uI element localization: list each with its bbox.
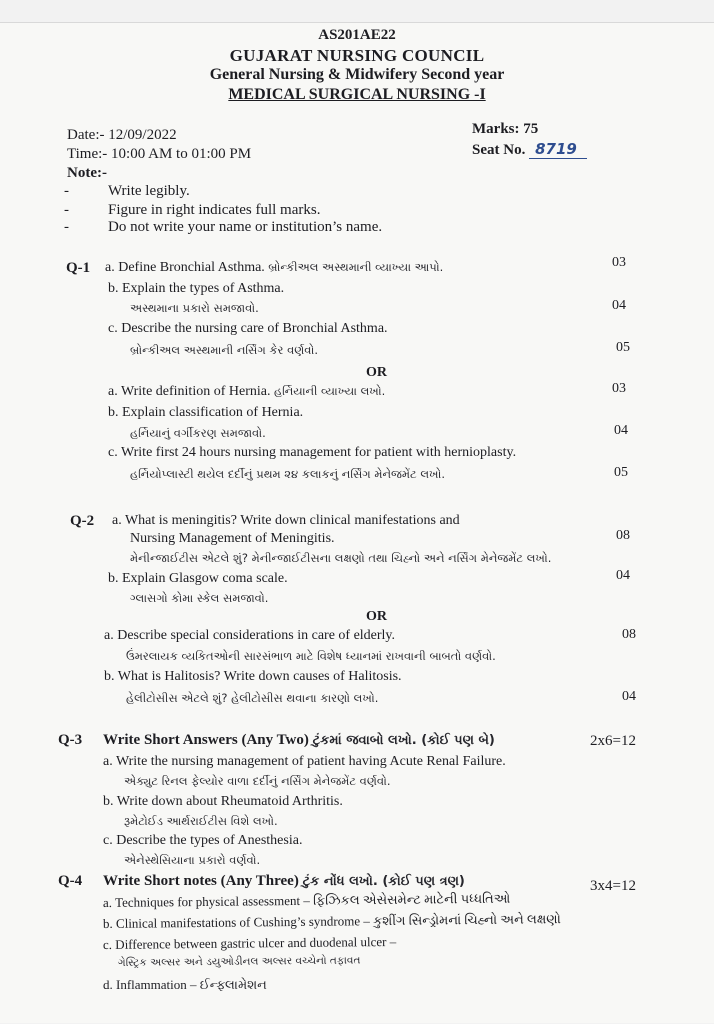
exam-date: Date:- 12/09/2022 (67, 127, 177, 143)
question-label: Q-2 (70, 513, 95, 529)
item-marks: 08 (622, 627, 636, 642)
question-item: c. Describe the nursing care of Bronchial Asthma. (108, 321, 388, 336)
gujarati-translation: બ્રોન્કીઅલ અસ્થમાની નર્સિંગ કેર વર્ણવો. (130, 343, 318, 357)
question-item-continued: Nursing Management of Meningitis. (130, 531, 335, 546)
gujarati-translation: રૂમેટોઈડ આર્થરાઈટીસ વિશે લખો. (124, 814, 278, 828)
seat-value-handwritten: 8719 (529, 140, 587, 159)
item-marks: 03 (612, 381, 626, 396)
total-marks: Marks: 75 (472, 121, 539, 137)
note-item: Do not write your name or institution’s name. (108, 219, 383, 235)
question-label: Q-4 (58, 873, 83, 889)
section-heading: Write Short Answers (Any Two) ટુંકમાં જવાબો લખો. (કોઈ પણ બે) (103, 732, 495, 748)
seat-number (472, 140, 587, 159)
note-bullet: - (64, 202, 69, 218)
subject-title: MEDICAL SURGICAL NURSING -I (228, 86, 486, 103)
short-note-item: c. Difference between gastric ulcer and duodenal ulcer – (102, 933, 397, 952)
section-heading: Write Short notes (Any Three) ટુંક નોંધ લખો. (કોઈ પણ ત્રણ) (103, 873, 465, 889)
item-marks: 04 (614, 423, 628, 438)
note-label: Note:- (67, 165, 107, 181)
gujarati-translation: હેલીટોસીસ એટલે શું? હેલીટોસીસ થવાના કારણો લખો. (126, 691, 379, 705)
item-marks: 05 (614, 465, 628, 480)
question-label: Q-3 (58, 732, 83, 748)
section-marks: 2x6=12 (590, 733, 636, 749)
exam-time: Time:- 10:00 AM to 01:00 PM (67, 146, 252, 162)
council-name: GUJARAT NURSING COUNCIL (229, 46, 485, 65)
gujarati-translation: અસ્થમાના પ્રકારો સમજાવો. (130, 301, 259, 315)
section-marks: 3x4=12 (590, 878, 636, 894)
question-item: a. Write definition of Hernia. હર્નિયાની વ્યાખ્યા લખો. (108, 384, 386, 399)
gujarati-translation: ગેસ્ટ્રિક અલ્સર અને ડયુઓડીનલ અલ્સર વચ્ચેનો તફાવત (117, 954, 361, 969)
short-note-item: d. Inflammation – ઈન્ફ્લામેશન (103, 977, 267, 992)
question-label: Q-1 (66, 260, 91, 276)
item-marks: 04 (612, 298, 626, 313)
gujarati-translation: મેનીન્જાઈટીસ એટલે શું? મેનીન્જાઈટીસના લક્ષણો તથા ચિહ્નો અને નર્સિંગ મેનેજમેંટ લખો. (130, 551, 552, 565)
question-item: b. Explain the types of Asthma. (108, 281, 285, 296)
exam-paper (0, 22, 714, 1023)
note-item: Write legibly. (108, 183, 190, 199)
gujarati-translation: એક્યુટ રિનલ ફેલ્યોર વાળા દર્દીનું નર્સિંગ મેનેજમેંટ વર્ણવો. (124, 774, 391, 788)
gujarati-translation: ઉંમરલાયક વ્યકિતઓની સારસંભાળ માટે વિશેષ ધ્યાનમાં રાખવાની બાબતો વર્ણવો. (126, 649, 496, 663)
item-marks: 04 (616, 568, 630, 583)
question-item: b. Write down about Rheumatoid Arthritis. (103, 794, 343, 809)
question-item: b. Explain Glasgow coma scale. (108, 571, 288, 586)
note-bullet: - (64, 183, 69, 199)
question-item: b. What is Halitosis? Write down causes of Halitosis. (104, 669, 402, 684)
course-name: General Nursing & Midwifery Second year (209, 66, 505, 83)
note-item: Figure in right indicates full marks. (108, 202, 321, 218)
gujarati-translation: હર્નિયોપ્લાસ્ટી થયેલ દર્દીનું પ્રથમ ૨૪ કલાકનું નર્સિંગ મેનેજમેંટ લખો. (130, 467, 446, 481)
item-marks: 05 (616, 340, 630, 355)
gujarati-translation: ગ્લાસગો કોમા સ્કેલ સમજાવો. (130, 591, 269, 605)
question-item: a. What is meningitis? Write down clinical manifestations and (112, 513, 460, 528)
seat-label: Seat No. (472, 142, 526, 158)
note-bullet: - (64, 219, 69, 235)
question-item: b. Explain classification of Hernia. (108, 405, 304, 420)
item-marks: 04 (622, 689, 636, 704)
gujarati-translation: હર્નિયાનું વર્ગીકરણ સમજાવો. (130, 426, 266, 440)
or-separator: OR (366, 365, 387, 380)
question-item: a. Write the nursing management of patient having Acute Renal Failure. (103, 754, 506, 769)
item-marks: 03 (612, 255, 626, 270)
item-marks: 08 (616, 528, 630, 543)
question-item: a. Define Bronchial Asthma. બ્રોન્કીઅલ અસ્થમાની વ્યાખ્યા આપો. (105, 260, 444, 275)
question-item: a. Describe special considerations in care of elderly. (104, 628, 396, 643)
or-separator: OR (366, 609, 387, 624)
short-note-item: a. Techniques for physical assessment – ફિઝિકલ એસેસમેન્ટ માટેની પધ્ધતિઓ (102, 890, 511, 910)
short-note-item: b. Clinical manifestations of Cushing’s syndrome – કુશીંગ સિન્ડ્રોમનાં ચિહ્નો અને લક્ષણો (102, 911, 561, 931)
gujarati-translation: એનેસ્થેસિયાના પ્રકારો વર્ણવો. (124, 853, 261, 867)
question-item: c. Describe the types of Anesthesia. (103, 833, 303, 848)
paper-code: AS201AE22 (318, 27, 396, 43)
question-item: c. Write first 24 hours nursing management for patient with hernioplasty. (108, 445, 517, 460)
